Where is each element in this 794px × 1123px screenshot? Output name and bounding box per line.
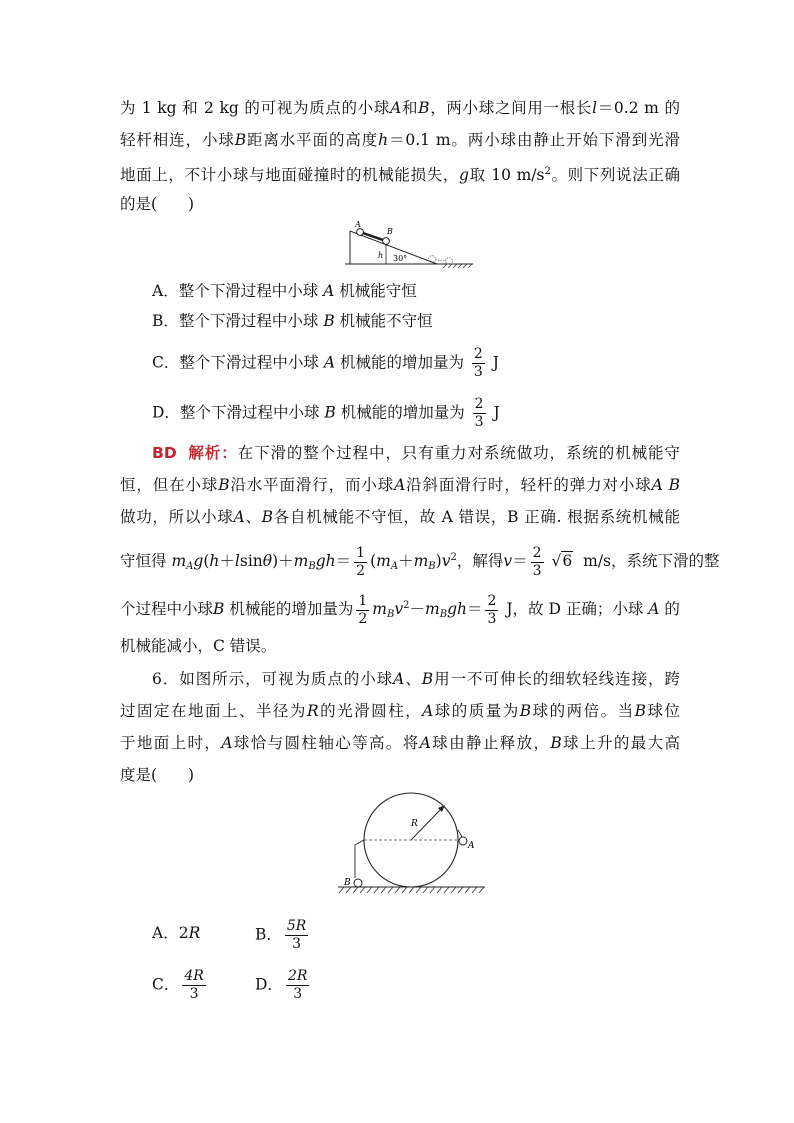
q5-line-2: 轻杆相连，小球B距离水平面的高度h＝0.1 m。两小球由静止开始下滑到光滑 — [120, 131, 680, 149]
q5-option-c[interactable]: C．整个下滑过程中小球 A 机械能的增加量为 $\frac{2}{3}$ J — [152, 346, 499, 380]
fraction: $\frac{4R}{3}$ — [184, 968, 204, 1002]
q5-option-b[interactable]: B．整个下滑过程中小球 B 机械能不守恒 — [152, 312, 433, 330]
ball-b — [354, 879, 362, 887]
answer-label: BD — [152, 444, 177, 462]
ball-b — [383, 238, 390, 245]
q6-option-b[interactable]: B． $\frac{5R}{3}$ — [255, 918, 307, 952]
q5-line-1: 为 1 kg 和 2 kg 的可视为质点的小球A和B，两小球之间用一根长l＝0.2 m 的 — [120, 99, 680, 117]
energy-equation: $m_Ag(h+lsin\theta)+m_Bgh=$ $\frac{1}{2}$ $(m_A+m_B)v^2$ — [171, 544, 457, 579]
q6-line-4: 度是( ) — [120, 766, 195, 784]
label-angle: 30° — [393, 254, 408, 263]
fraction: $\frac{2R}{3}$ — [287, 968, 308, 1002]
q5-incline-figure — [345, 218, 480, 273]
label-a: A — [468, 841, 475, 851]
q5-solution-line-1: BD 解析：在下滑的整个过程中，只有重力对系统做功，系统的机械能守 — [152, 443, 680, 462]
q5-solution-line-5: 个过程中小球B 机械能的增加量为 $\frac{1}{2}$ $m_Bv^2-m_Bgh=$ $\frac{2}{3}$ J，故 D 正确；小球 A 的 — [120, 592, 680, 627]
q5-option-a[interactable]: A．整个下滑过程中小球 A 机械能守恒 — [152, 282, 417, 300]
q5-option-d[interactable]: D．整个下滑过程中小球 B 机械能的增加量为 $\frac{2}{3}$ J — [152, 396, 500, 430]
q6-line-3: 于地面上时，A球恰与圆柱轴心等高。将A球由静止释放，B球上升的最大高 — [120, 734, 680, 752]
dashed-balls — [429, 256, 453, 265]
q5-line-4: 的是( ) — [120, 195, 195, 213]
q6-cylinder-figure — [335, 790, 490, 900]
string-right — [458, 830, 462, 837]
q6-option-d[interactable]: D． $\frac{2R}{3}$ — [255, 968, 308, 1002]
q6-option-a[interactable]: A．2R — [152, 924, 201, 942]
fraction: $\frac{2}{3}$ — [473, 346, 483, 380]
q5-solution-line-2: 恒，但在小球B沿水平面滑行，而小球A沿斜面滑行时，轻杆的弹力对小球A B — [120, 476, 680, 494]
q6-option-c[interactable]: C． $\frac{4R}{3}$ — [152, 968, 204, 1002]
label-b: B — [387, 227, 393, 236]
ground-hatching — [443, 264, 472, 268]
fraction: $\frac{2}{3}$ — [487, 592, 497, 627]
label-h: h — [378, 251, 384, 260]
q5-solution-line-4: 守恒得 $m_Ag(h+lsin\theta)+m_Bgh=$ $\frac{1}{2}$ $(m_A+m_B)v^2$，解得v＝ $\frac{2}{3}$ √6 m/s，系统下滑的整 — [120, 544, 720, 579]
ball-a — [459, 837, 467, 845]
fraction: $\frac{5R}{3}$ — [286, 918, 307, 952]
q5-solution-line-6: 机械能减小，C 错误。 — [120, 637, 277, 655]
incline-outline — [345, 231, 473, 264]
fraction: $\frac{2}{3}$ — [532, 544, 542, 579]
q5-solution-line-3: 做功，所以小球A、B各自机械能不守恒，故 A 错误，B 正确. 根据系统机械能 — [120, 508, 680, 526]
ball-a — [357, 229, 364, 236]
fraction: $\frac{1}{2}$ — [358, 592, 368, 627]
analysis-label: 解析 — [188, 443, 222, 462]
label-b: B — [344, 878, 351, 888]
label-a: A — [355, 220, 361, 229]
string-left — [355, 840, 364, 845]
q6-line-1: 6．如图所示，可视为质点的小球A、B用一不可伸长的细软轻线连接，跨 — [152, 670, 680, 688]
fraction: $\frac{2}{3}$ — [474, 396, 484, 430]
q6-line-2: 过固定在地面上、半径为R的光滑圆柱，A球的质量为B球的两倍。当B球位 — [120, 702, 680, 720]
label-r: R — [411, 819, 418, 829]
ground-hatching — [339, 887, 484, 893]
q5-line-3: 地面上，不计小球与地面碰撞时的机械能损失，g取 10 $m/s^2$。则下列说法正确 — [120, 166, 680, 184]
